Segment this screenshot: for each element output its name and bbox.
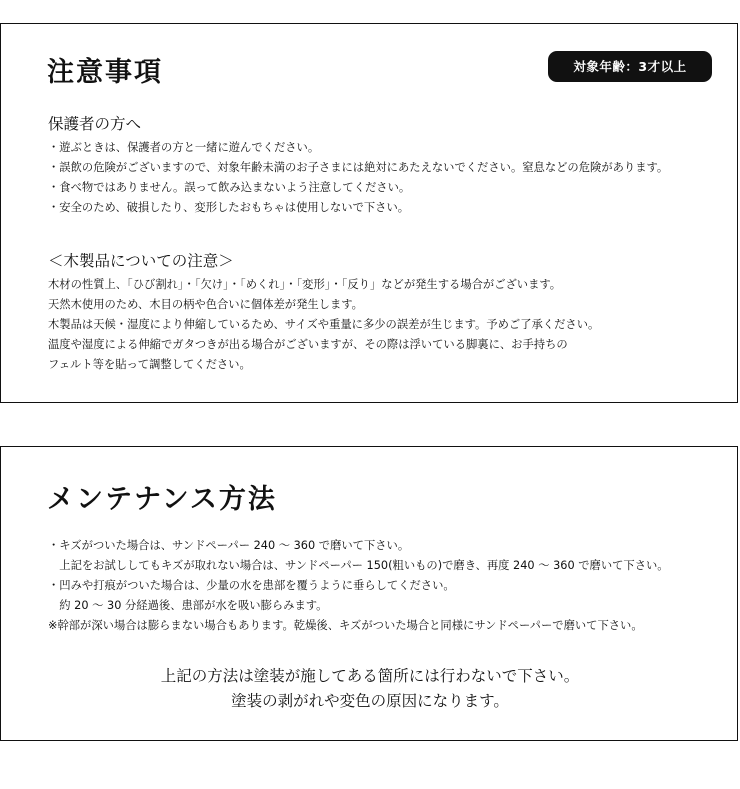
coating-note (1, 664, 739, 714)
list-item: ・安全のため、破損したり、変形したおもちゃは使用しないで下さい。 (48, 201, 410, 215)
caution-title: 注意事項 (47, 57, 163, 88)
list-item: ・食べ物ではありません。誤って飲み込まないよう注意してください。 (48, 181, 411, 195)
caution-panel (0, 23, 738, 403)
list-item: 温度や湿度による伸縮でガタつきが出る場合がございますが、その際は浮いている脚裏に、お手持ちの (48, 338, 568, 352)
list-item: ・凹みや打痕がついた場合は、少量の水を患部を覆うように垂らしてください。 (48, 579, 455, 593)
wood-heading: ＜木製品についての注意＞ (48, 252, 234, 270)
maintenance-list (48, 536, 669, 636)
note-line: 上記の方法は塗装が施してある箇所には行わないで下さい。 (160, 667, 580, 685)
list-item: 上記をお試ししてもキズが取れない場合は、サンドペーパー 150(粗いもの)で磨き、再度 240 ～ 360 で磨いて下さい。 (48, 559, 669, 573)
guardian-list (48, 138, 668, 218)
list-item: ・キズがついた場合は、サンドペーパー 240 ～ 360 で磨いて下さい。 (48, 539, 410, 552)
list-item: ※幹部が深い場合は膨らまない場合もあります。乾燥後、キズがついた場合と同様にサンドペーパーで磨いて下さい。 (48, 619, 643, 633)
list-item: フェルト等を貼って調整してください。 (48, 358, 251, 372)
guardian-heading: 保護者の方へ (48, 115, 142, 133)
maintenance-panel (0, 446, 738, 741)
list-item: ・誤飲の危険がございますので、対象年齢未満のお子さまには絶対にあたえないでください。窒息などの危険があります。 (48, 161, 669, 175)
list-item: 天然木使用のため、木目の柄や色合いに個体差が発生します。 (48, 298, 363, 312)
age-badge: 対象年齢：3才以上 (548, 51, 712, 82)
note-line: 塗装の剥がれや変色の原因になります。 (231, 692, 509, 710)
list-item: ・遊ぶときは、保護者の方と一緒に遊んでください。 (48, 141, 320, 154)
list-item: 木材の性質上、「ひび割れ」・「欠け」・「めくれ」・「変形」・「反り」などが発生する場合がございます。 (48, 278, 562, 291)
wood-list (48, 275, 599, 375)
list-item: 約 20 ～ 30 分経過後、患部が水を吸い膨らみます。 (48, 599, 328, 613)
maintenance-title: メンテナンス方法 (47, 484, 277, 515)
list-item: 木製品は天候・湿度により伸縮しているため、サイズや重量に多少の誤差が生じます。予めご了承ください。 (48, 318, 600, 332)
